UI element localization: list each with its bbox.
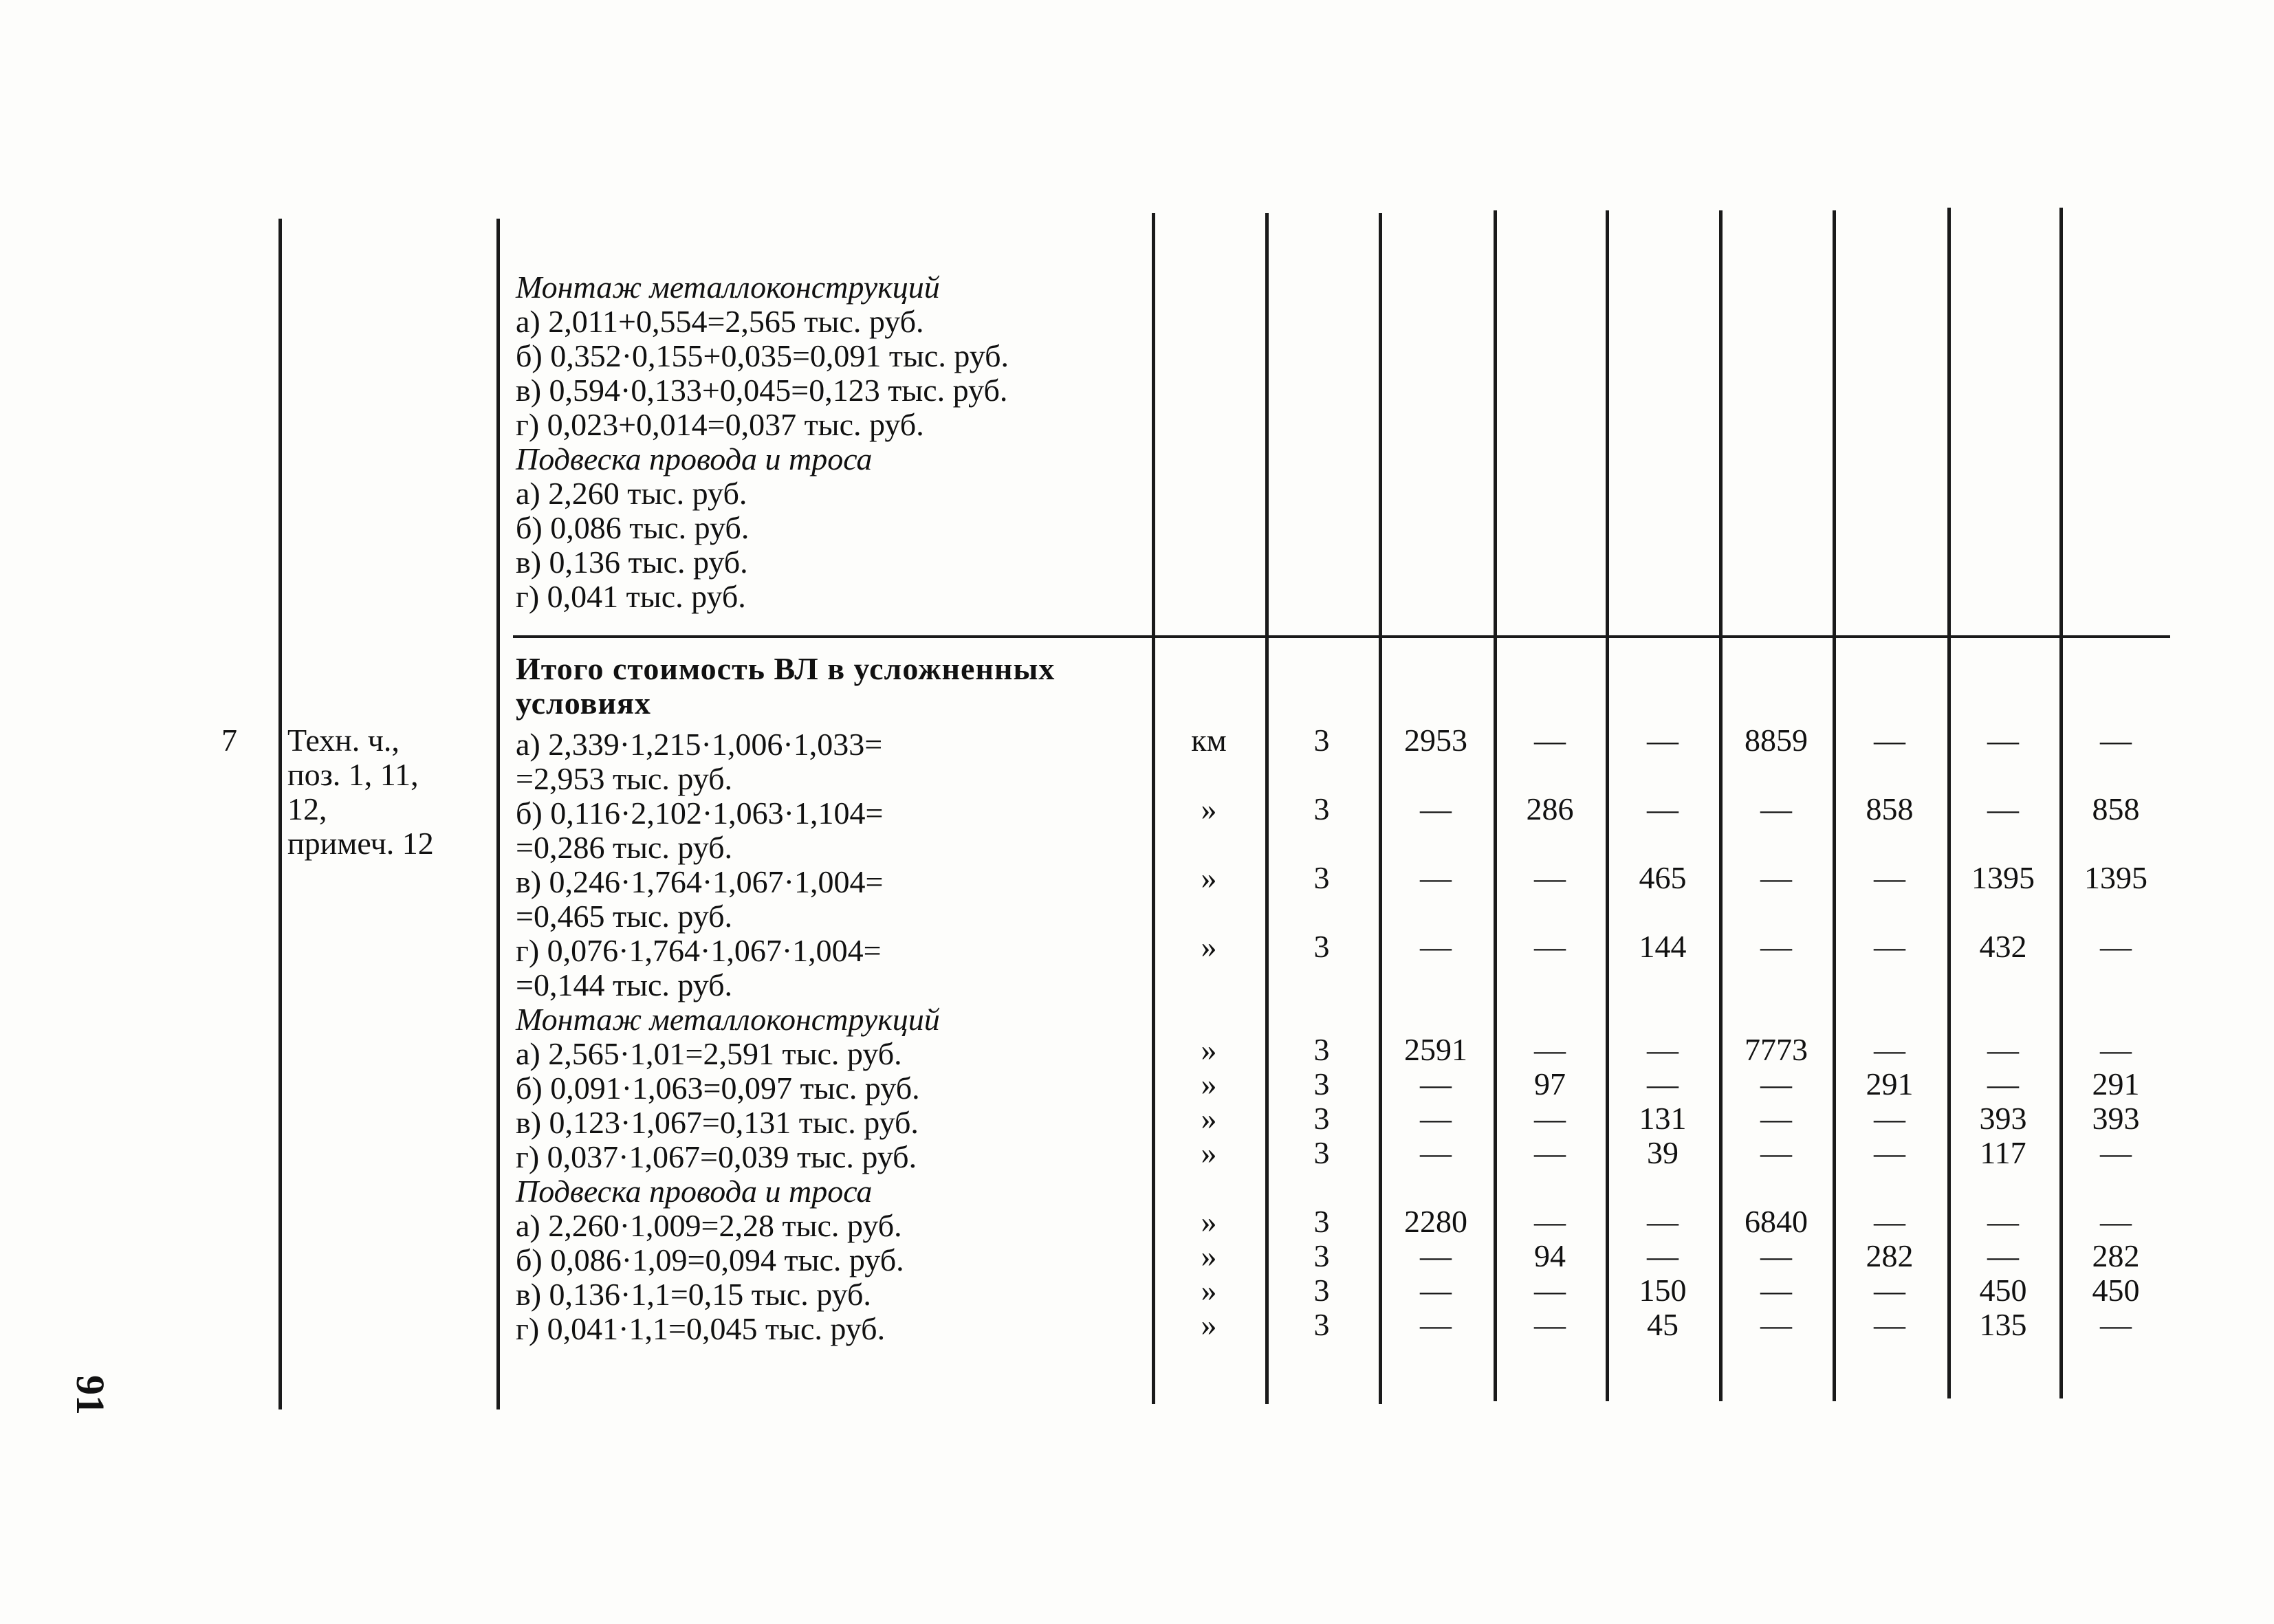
value-cell: — xyxy=(2100,1135,2132,1170)
row-text: б) 0,116·2,102·1,063·1,104= xyxy=(516,795,884,831)
wire-row-text: а) 2,260·1,009=2,28 тыс. руб. xyxy=(516,1208,902,1243)
value-cell: 117 xyxy=(1980,1135,2026,1170)
value-cell: — xyxy=(1874,929,1905,964)
value-cell: — xyxy=(1420,791,1452,826)
value-cell: 393 xyxy=(2092,1101,2140,1136)
wire-heading: Подвеска провода и троса xyxy=(516,1174,873,1209)
mount-row-text: в) 0,123·1,067=0,131 тыс. руб. xyxy=(516,1105,919,1140)
value-cell: — xyxy=(1874,1273,1905,1308)
value-cell: — xyxy=(1420,1101,1452,1136)
qty-cell: 3 xyxy=(1313,1204,1330,1239)
value-cell: 1395 xyxy=(2084,860,2147,895)
total-heading: Итого стоимость ВЛ в усложненных xyxy=(516,651,1056,686)
value-cell: — xyxy=(1647,723,1679,758)
unit-cell: » xyxy=(1201,791,1217,826)
value-cell: — xyxy=(1760,1273,1792,1308)
value-cell: — xyxy=(1534,1204,1566,1239)
qty-cell: 3 xyxy=(1313,860,1330,895)
total-heading: условиях xyxy=(516,685,651,721)
upper-heading-mount: Монтаж металлоконструкций xyxy=(516,270,940,305)
unit-cell: » xyxy=(1201,1066,1217,1101)
value-cell: 2280 xyxy=(1404,1204,1467,1239)
rule-left xyxy=(278,219,282,1409)
value-cell: 286 xyxy=(1526,791,1574,826)
rule-c5 xyxy=(1833,210,1836,1401)
value-cell: — xyxy=(1987,1238,2019,1273)
value-cell: — xyxy=(2100,1307,2132,1342)
value-cell: — xyxy=(1987,1204,2019,1239)
row-text: =0,465 тыс. руб. xyxy=(516,899,733,934)
qty-cell: 3 xyxy=(1313,1101,1330,1136)
value-cell: 8859 xyxy=(1745,723,1808,758)
value-cell: — xyxy=(1987,1066,2019,1101)
value-cell: — xyxy=(1874,860,1905,895)
value-cell: — xyxy=(1420,929,1452,964)
value-cell: — xyxy=(1647,1204,1679,1239)
qty-cell: 3 xyxy=(1313,791,1330,826)
qty-cell: 3 xyxy=(1313,1135,1330,1170)
qty-cell: 3 xyxy=(1313,1273,1330,1308)
value-cell: — xyxy=(1874,1204,1905,1239)
value-cell: — xyxy=(1874,1101,1905,1136)
value-cell: 135 xyxy=(1979,1307,2027,1342)
value-cell: — xyxy=(1534,723,1566,758)
rule-desc xyxy=(496,219,500,1409)
value-cell: 2591 xyxy=(1404,1032,1467,1067)
value-cell: — xyxy=(1420,1066,1452,1101)
value-cell: — xyxy=(1760,929,1792,964)
mount-row-text: а) 2,565·1,01=2,591 тыс. руб. xyxy=(516,1036,902,1071)
value-cell: — xyxy=(1760,1101,1792,1136)
upper-line: б) 0,086 тыс. руб. xyxy=(516,510,750,545)
value-cell: — xyxy=(1420,1238,1452,1273)
unit-cell: » xyxy=(1201,929,1217,964)
upper-line: а) 2,260 тыс. руб. xyxy=(516,476,747,511)
value-cell: — xyxy=(1760,1238,1792,1273)
value-cell: 131 xyxy=(1639,1101,1687,1136)
value-cell: 432 xyxy=(1979,929,2027,964)
value-cell: — xyxy=(1647,1066,1679,1101)
wire-row-text: г) 0,041·1,1=0,045 тыс. руб. xyxy=(516,1311,886,1346)
value-cell: — xyxy=(1874,1307,1905,1342)
unit-cell: » xyxy=(1201,1032,1217,1067)
value-cell: — xyxy=(1760,1307,1792,1342)
value-cell: — xyxy=(2100,1032,2132,1067)
value-cell: — xyxy=(1420,1273,1452,1308)
value-cell: — xyxy=(1420,860,1452,895)
value-cell: 1395 xyxy=(1971,860,2035,895)
value-cell: 150 xyxy=(1639,1273,1687,1308)
page-number: 91 xyxy=(68,1375,113,1415)
rule-c7 xyxy=(2059,208,2063,1398)
unit-cell: км xyxy=(1191,723,1227,758)
upper-line: а) 2,011+0,554=2,565 тыс. руб. xyxy=(516,304,924,339)
reference-line: поз. 1, 11, xyxy=(287,757,419,792)
value-cell: — xyxy=(1420,1307,1452,1342)
row-text: в) 0,246·1,764·1,067·1,004= xyxy=(516,864,884,899)
value-cell: 39 xyxy=(1647,1135,1679,1170)
unit-cell: » xyxy=(1201,1135,1217,1170)
row-number: 7 xyxy=(221,723,237,758)
row-text: =0,286 тыс. руб. xyxy=(516,830,733,865)
value-cell: 465 xyxy=(1639,860,1687,895)
value-cell: — xyxy=(1647,1238,1679,1273)
reference-line: 12, xyxy=(287,791,327,826)
value-cell: 45 xyxy=(1647,1307,1679,1342)
rule-c3 xyxy=(1606,210,1609,1401)
value-cell: — xyxy=(1987,723,2019,758)
qty-cell: 3 xyxy=(1313,1238,1330,1273)
value-cell: — xyxy=(1534,1273,1566,1308)
upper-line: г) 0,023+0,014=0,037 тыс. руб. xyxy=(516,407,924,442)
unit-cell: » xyxy=(1201,1101,1217,1136)
value-cell: — xyxy=(1760,1135,1792,1170)
upper-line: в) 0,136 тыс. руб. xyxy=(516,545,748,580)
qty-cell: 3 xyxy=(1313,1066,1330,1101)
value-cell: 393 xyxy=(1979,1101,2027,1136)
upper-line: б) 0,352·0,155+0,035=0,091 тыс. руб. xyxy=(516,338,1009,373)
unit-cell: » xyxy=(1201,1204,1217,1239)
value-cell: — xyxy=(1534,1135,1566,1170)
value-cell: 7773 xyxy=(1745,1032,1808,1067)
unit-cell: » xyxy=(1201,1307,1217,1342)
value-cell: — xyxy=(1874,1032,1905,1067)
value-cell: 97 xyxy=(1534,1066,1566,1101)
qty-cell: 3 xyxy=(1313,1032,1330,1067)
value-cell: — xyxy=(1647,1032,1679,1067)
value-cell: — xyxy=(1534,1101,1566,1136)
value-cell: — xyxy=(1987,1032,2019,1067)
value-cell: — xyxy=(1874,723,1905,758)
value-cell: — xyxy=(1987,791,2019,826)
value-cell: 94 xyxy=(1534,1238,1566,1273)
upper-heading-wire: Подвеска провода и троса xyxy=(516,441,873,476)
rule-c6 xyxy=(1947,208,1951,1398)
value-cell: 291 xyxy=(2092,1066,2140,1101)
value-cell: — xyxy=(1534,1307,1566,1342)
value-cell: 282 xyxy=(1866,1238,1914,1273)
upper-line: г) 0,041 тыс. руб. xyxy=(516,579,746,614)
value-cell: — xyxy=(1760,860,1792,895)
value-cell: 858 xyxy=(2092,791,2140,826)
value-cell: — xyxy=(2100,723,2132,758)
unit-cell: » xyxy=(1201,1273,1217,1308)
value-cell: — xyxy=(1647,791,1679,826)
value-cell: 6840 xyxy=(1745,1204,1808,1239)
section-separator xyxy=(513,635,2170,638)
row-text: г) 0,076·1,764·1,067·1,004= xyxy=(516,933,882,968)
value-cell: 291 xyxy=(1866,1066,1914,1101)
value-cell: — xyxy=(1534,1032,1566,1067)
upper-line: в) 0,594·0,133+0,045=0,123 тыс. руб. xyxy=(516,373,1008,408)
value-cell: — xyxy=(1534,860,1566,895)
value-cell: — xyxy=(1534,929,1566,964)
unit-cell: » xyxy=(1201,1238,1217,1273)
row-text: а) 2,339·1,215·1,006·1,033= xyxy=(516,727,883,762)
reference-line: Техн. ч., xyxy=(287,723,400,758)
rule-qty xyxy=(1265,213,1269,1404)
wire-row-text: б) 0,086·1,09=0,094 тыс. руб. xyxy=(516,1242,904,1277)
qty-cell: 3 xyxy=(1313,929,1330,964)
rule-c4 xyxy=(1719,210,1723,1401)
reference-line: примеч. 12 xyxy=(287,826,434,861)
value-cell: — xyxy=(2100,1204,2132,1239)
mount-heading: Монтаж металлоконструкций xyxy=(516,1002,940,1037)
value-cell: — xyxy=(2100,929,2132,964)
value-cell: — xyxy=(1874,1135,1905,1170)
rule-c2 xyxy=(1494,210,1497,1401)
wire-row-text: в) 0,136·1,1=0,15 тыс. руб. xyxy=(516,1277,871,1312)
qty-cell: 3 xyxy=(1313,1307,1330,1342)
value-cell: 282 xyxy=(2092,1238,2140,1273)
value-cell: — xyxy=(1760,791,1792,826)
qty-cell: 3 xyxy=(1313,723,1330,758)
row-text: =2,953 тыс. руб. xyxy=(516,761,733,796)
value-cell: 450 xyxy=(2092,1273,2140,1308)
unit-cell: » xyxy=(1201,860,1217,895)
value-cell: — xyxy=(1760,1066,1792,1101)
value-cell: 144 xyxy=(1639,929,1687,964)
row-text: =0,144 тыс. руб. xyxy=(516,967,733,1002)
value-cell: 858 xyxy=(1866,791,1914,826)
mount-row-text: б) 0,091·1,063=0,097 тыс. руб. xyxy=(516,1071,920,1106)
rule-unit xyxy=(1152,213,1155,1404)
value-cell: — xyxy=(1420,1135,1452,1170)
value-cell: 2953 xyxy=(1404,723,1467,758)
rule-c1 xyxy=(1379,213,1382,1404)
value-cell: 450 xyxy=(1979,1273,2027,1308)
mount-row-text: г) 0,037·1,067=0,039 тыс. руб. xyxy=(516,1139,917,1174)
